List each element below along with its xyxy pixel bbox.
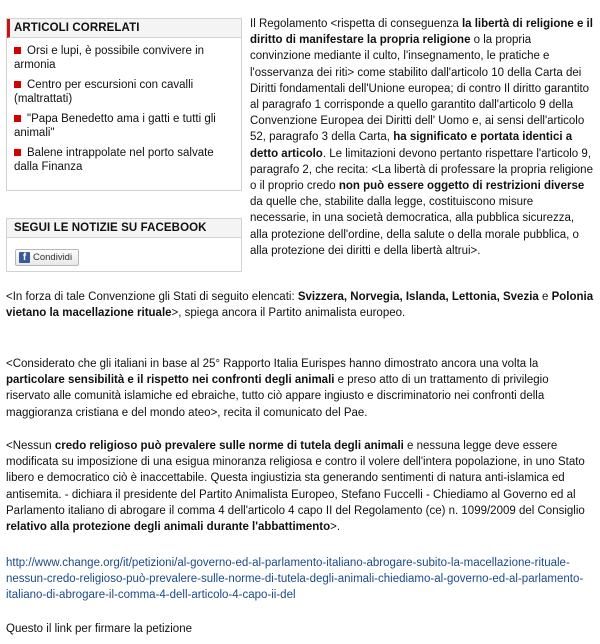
text-run: da quelle che, stabilite dalla legge, costituiscono misure necessarie, in una società democratica, alla pubblica sicurezza, alla protezione dell'ordine, della salute o della morale pubblica, o alla protezione dei diritti e della libertà altrui>. (250, 196, 579, 257)
bullet-icon (14, 149, 21, 156)
facebook-icon: f (19, 252, 30, 263)
bold-text: relativo alla protezione degli animali durante l'abbattimento (6, 521, 331, 534)
petition-link-paragraph (6, 555, 594, 604)
bold-text: ha significato e portata identici a detto articolo (250, 131, 573, 160)
text-run: o la propria convinzione mediante il culto, l'insegnamento, le pratiche e l'osservanza dei riti> come stabilito dall'articolo 10 della Carta dei Diritti fondamentali dell'Unione europea; di contro Il diritto garantito al paragrafo 1 corrisponde a quello garantito dall'articolo 9 della Convenzione Europea dei Diritti dell' Uomo e, ai sensi dell'articolo 52, paragrafo 3 della Carta, (250, 34, 590, 144)
bold-text: particolare sensibilità e il rispetto nei confronti degli animali (6, 374, 335, 387)
list-item (14, 146, 235, 174)
article-paragraph-4 (6, 438, 594, 535)
bullet-icon (14, 47, 21, 54)
related-articles-list (7, 38, 241, 174)
text-run: <In forza di tale Convenzione gli Stati di seguito elencati: (6, 291, 298, 303)
related-articles-box (6, 18, 242, 191)
text-run: >, spiega ancora il Partito animalista europeo. (171, 307, 406, 320)
list-item (14, 112, 235, 140)
related-article-link[interactable]: "Papa Benedetto ama i gatti e tutti gli animali" (14, 113, 216, 139)
bold-text: Polonia vietano la macellazione rituale (6, 291, 594, 320)
facebook-box (6, 218, 242, 272)
facebook-box-title: SEGUI LE NOTIZIE SU FACEBOOK (7, 219, 241, 238)
list-item (14, 44, 235, 72)
bullet-icon (14, 115, 21, 122)
related-articles-title: ARTICOLI CORRELATI (7, 19, 241, 38)
text-run: >. (330, 521, 341, 534)
text-run: . Le limitazioni devono pertanto rispettare l'articolo 9, paragrafo 2, che recita: <La libertà di professare la propria religione o il proprio credo (250, 147, 593, 193)
petition-link[interactable]: http://www.change.org/it/petizioni/al-governo-ed-al-parlamento-italiano-abrogare-subito-la-macellazione-rituale-nessun-credo-religioso-può-prevalere-sulle-norme-di-tutela-degli-animali-chiediamo-al-governo-ed-al-parlamento-italiano-di-abrogare-il-comma-4-dell-articolo-4-capo-ii-del (6, 557, 584, 602)
article-paragraph-1 (250, 16, 594, 259)
facebook-share-button[interactable] (15, 249, 79, 266)
article-paragraph-3 (6, 356, 594, 421)
text-run: <Considerato che gli italiani in base al 25° Rapporto Italia Eurispes hanno dimostrato ancora una volta la (6, 358, 539, 370)
petition-caption: Questo il link per firmare la petizione (6, 623, 192, 635)
related-article-link[interactable]: Orsi e lupi, è possibile convivere in armonia (14, 45, 205, 71)
share-button-label: Condividi (33, 252, 73, 263)
bullet-icon (14, 81, 21, 88)
bold-text: credo religioso può prevalere sulle norme di tutela degli animali (54, 440, 404, 452)
text-run: e nessuna legge deve essere modificata su imposizione di una esigua minoranza religiosa e contro il volere dell'intera popolazione, in uno Stato libero e democratico ciò è inaccettabile. Questa ingiustizia sta generando sentimenti di natura anti-islamica ed antisemita. - dichiara il presidente del Partito Animalista Europeo, Stefano Fuccelli - Chiediamo al Governo ed al Parlamento italiano di abrogare il comma 4 dell'articolo 4 capo II del Regolamento (ce) n. 1099/2009 del Consiglio (6, 440, 585, 517)
text-run: Il Regolamento <rispetta di conseguenza (250, 18, 462, 30)
bold-text: Svizzera, Norvegia, Islanda, Lettonia, Svezia (297, 291, 539, 303)
text-run: e (538, 291, 552, 303)
article-paragraph-2 (6, 289, 594, 321)
related-article-link[interactable]: Balene intrappolate nel porto salvate dalla Finanza (14, 147, 214, 173)
text-run: <Nessun (6, 440, 55, 452)
related-article-link[interactable]: Centro per escursioni con cavalli (maltrattati) (14, 79, 194, 105)
bold-text: la libertà di religione e il diritto di manifestare la propria religione (250, 18, 593, 47)
text-run: e preso atto di un trattamento di privilegio riservato alle comunità islamiche ed ebraiche, tutto ciò appare ingiusto e discriminatorio nei confronti della maggioranza cristiana e del mondo ateo>, recita il comunicato del Pae. (6, 374, 549, 419)
list-item (14, 78, 235, 106)
bold-text: non può essere oggetto di restrizioni diverse (338, 180, 585, 193)
